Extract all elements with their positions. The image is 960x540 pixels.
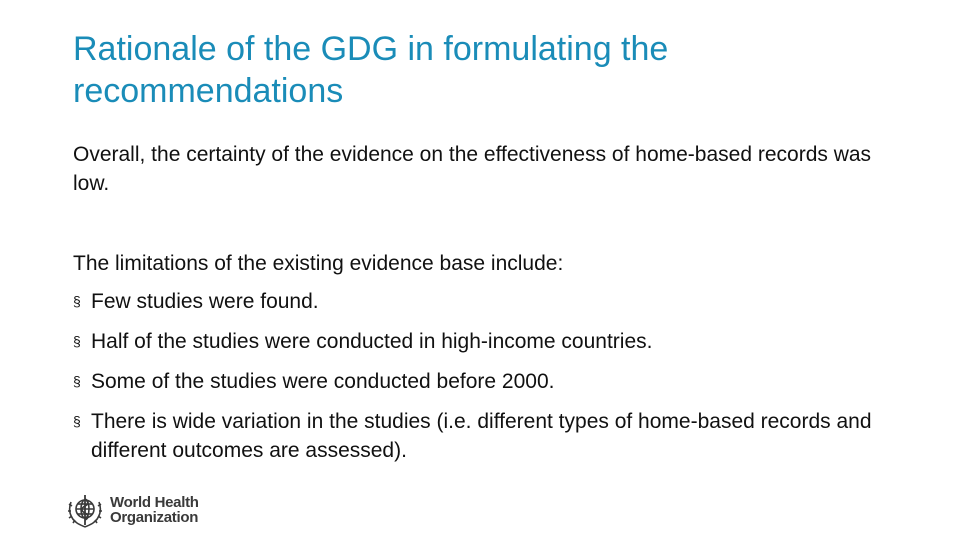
logo-line-2: Organization bbox=[110, 509, 199, 526]
list-item bbox=[73, 327, 873, 356]
bullet-text: Half of the studies were conducted in high-income countries. bbox=[91, 330, 653, 353]
list-item bbox=[73, 367, 873, 396]
who-logo bbox=[65, 490, 199, 530]
intro-paragraph: Overall, the certainty of the evidence on the effectiveness of home-based records was low. bbox=[73, 143, 872, 195]
bullet-marker-icon: § bbox=[73, 413, 81, 429]
bullet-marker-icon: § bbox=[73, 293, 81, 309]
slide-title: Rationale of the GDG in formulating the recommendations bbox=[73, 30, 669, 110]
limitations-list bbox=[73, 287, 873, 476]
list-item bbox=[73, 287, 873, 316]
logo-line-1: World Health bbox=[110, 494, 199, 511]
bullet-text: Some of the studies were conducted before 2000. bbox=[91, 370, 555, 393]
bullet-text: Few studies were found. bbox=[91, 290, 319, 313]
bullet-text: There is wide variation in the studies (i.e. different types of home-based records and different outcomes are assessed). bbox=[91, 410, 872, 462]
who-emblem-icon bbox=[65, 490, 105, 530]
list-item bbox=[73, 407, 873, 465]
bullet-marker-icon: § bbox=[73, 373, 81, 389]
who-wordmark bbox=[110, 495, 199, 525]
bullet-marker-icon: § bbox=[73, 333, 81, 349]
limitations-lead: The limitations of the existing evidence base include: bbox=[73, 252, 564, 275]
